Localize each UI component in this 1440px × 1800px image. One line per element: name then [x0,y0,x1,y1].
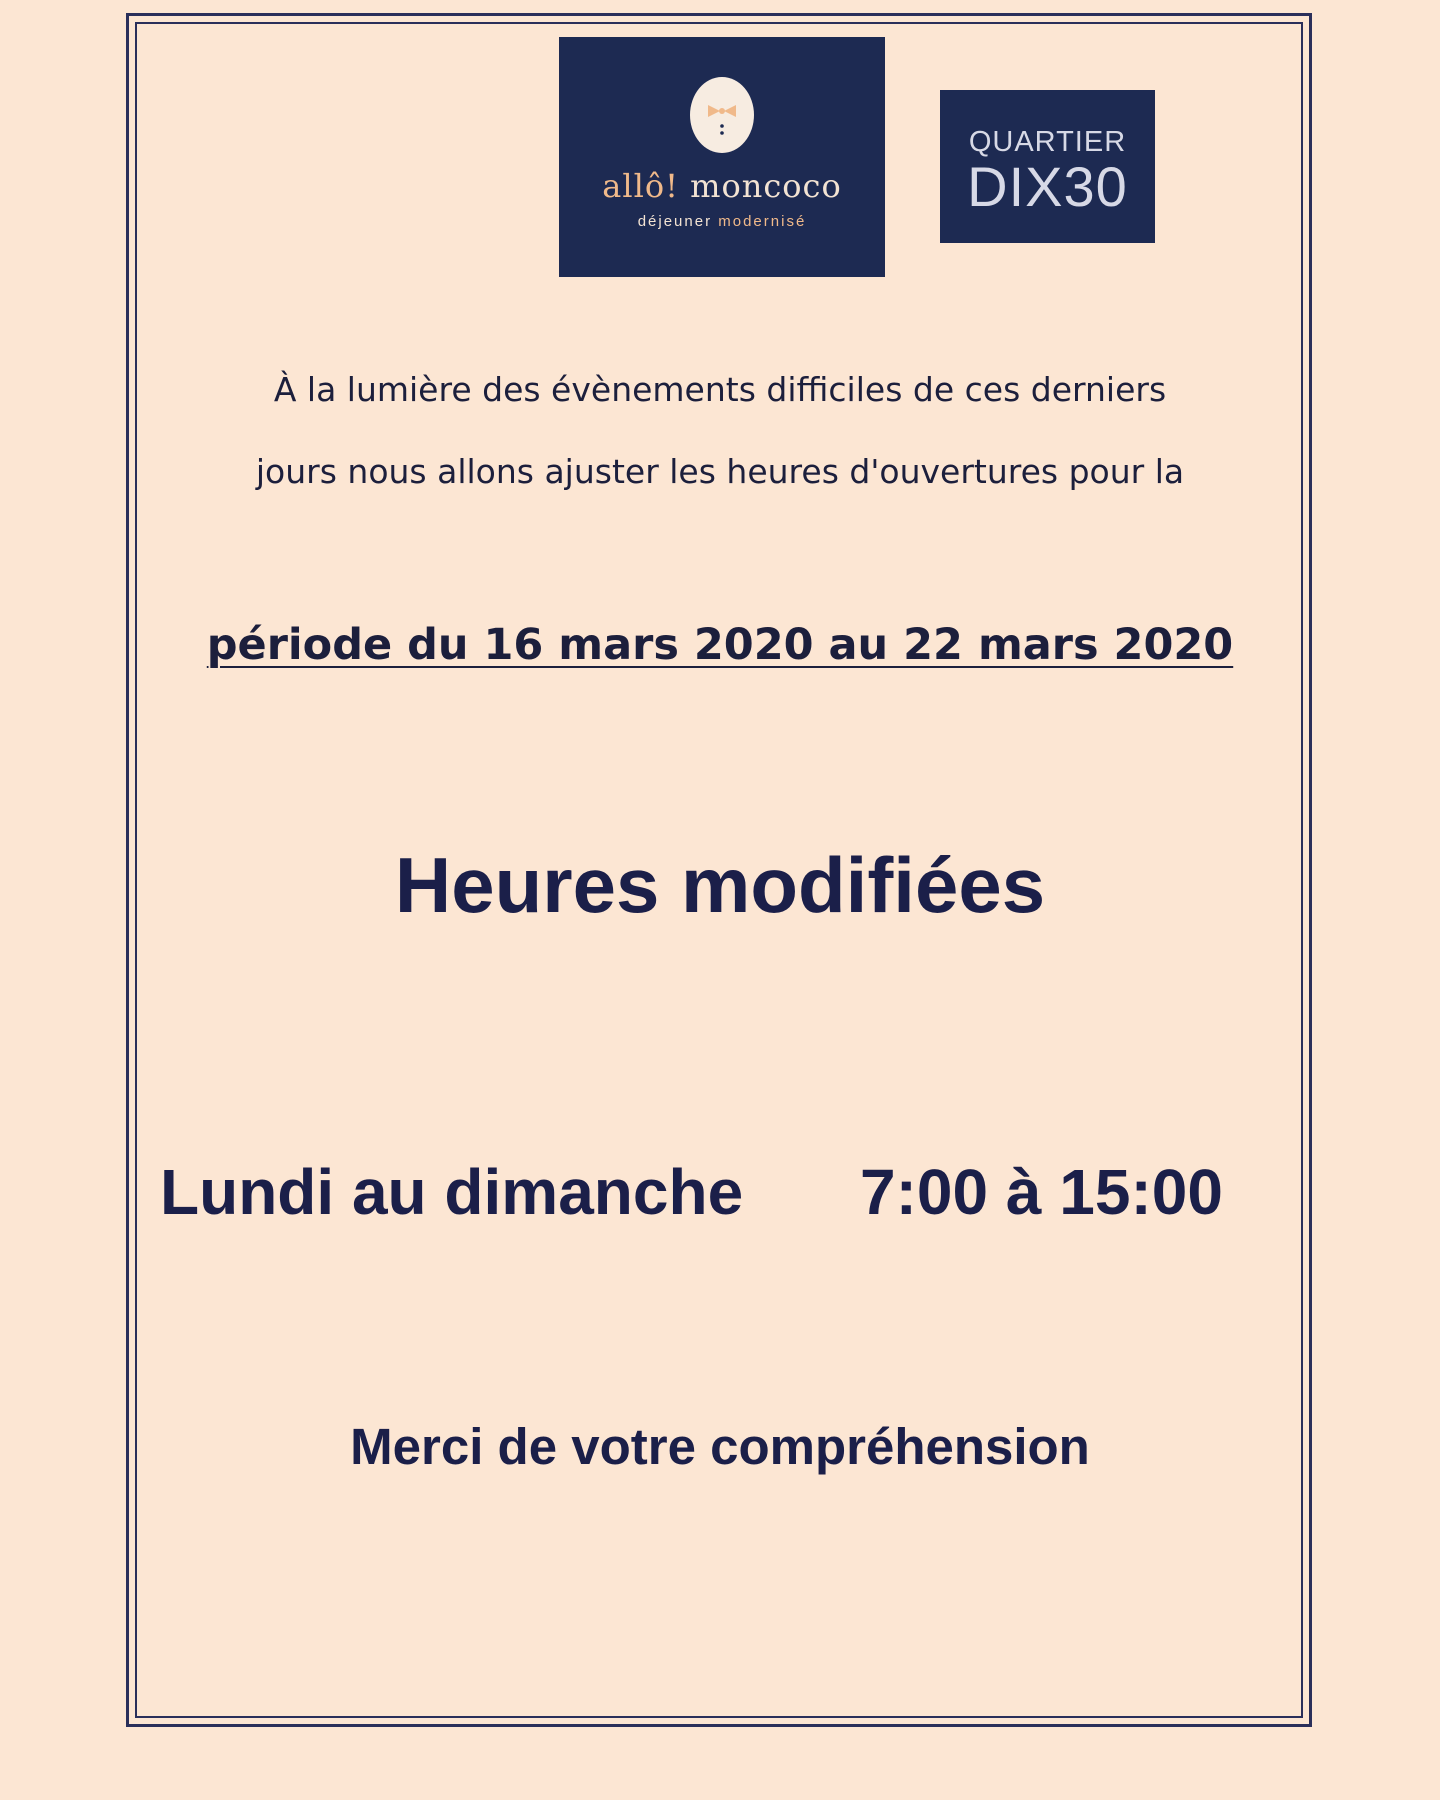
dix30-logo-line2: DIX30 [967,155,1128,218]
egg-icon [686,71,758,155]
brand-name: allô! moncoco [602,167,842,205]
brand-tagline: déjeuner modernisé [637,213,807,230]
intro-text-line1: À la lumière des évènements difficiles de ces derniers [273,370,1167,409]
opening-time: 7:00 à 15:00 [860,1156,1223,1228]
period-dates-text: période du 16 mars 2020 au 22 mars 2020 [206,620,1234,670]
notice-heading: Heures modifiées [394,841,1046,929]
thank-you-text: Merci de votre compréhension [350,1418,1090,1475]
dix30-logo-line1: QUARTIER [968,126,1127,158]
intro-text-line2: jours nous allons ajuster les heures d'ouvertures pour la [255,452,1185,491]
quartier-dix30-logo [940,90,1155,243]
period-dates [160,620,1280,670]
allo-moncoco-logo [559,37,885,277]
opening-days: Lundi au dimanche [160,1156,744,1228]
